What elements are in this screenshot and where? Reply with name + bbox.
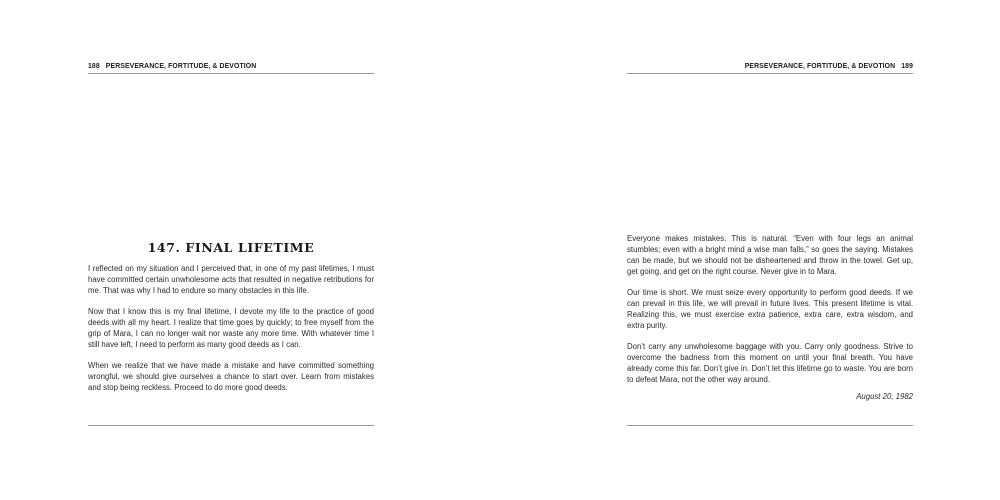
left-body-text [88,264,374,394]
right-page-number: 189 [901,63,913,70]
left-page-number: 188 [88,63,100,70]
right-paragraph-1: Everyone makes mistakes. This is natural. “Even with four legs an animal stumbles; even with a bright mind a wise man falls,” so goes the saying. Mistakes can be made, but we should not be disheartened and throw in the towel. Get up, get going, and get on the right course. Never give in to Mara. [627,234,913,276]
entry-date: August 20, 1982 [856,391,913,401]
right-header-rule [627,73,913,74]
right-running-head-title: PERSEVERANCE, FORTITUDE, & DEVOTION [744,63,896,70]
left-paragraph-1: I reflected on my situation and I perceived that, in one of my past lifetimes, I must have committed certain unwholesome acts that resulted in negative retributions for me. That was why I had to endure so many obstacles in this life. [88,264,374,295]
left-running-head [88,63,374,70]
left-page [88,0,374,500]
left-running-head-title: PERSEVERANCE, FORTITUDE, & DEVOTION [105,63,257,70]
right-body-text [627,234,913,403]
right-footer-rule [627,425,913,426]
right-page [627,0,913,500]
left-paragraph-3: When we realize that we have made a mistake and have committed something wrongful, we should give ourselves a chance to start over. Learn from mistakes and stop being reckless. Proceed to do more good deeds. [88,361,374,392]
chapter-title: 147. FINAL LIFETIME [147,240,315,255]
left-paragraph-2: Now that I know this is my final lifetime, I devote my life to the practice of good deeds with all my heart. I realize that time goes by quickly; to free myself from the grip of Mara, I can no longer wait nor waste any more time. With whatever time I still have left, I need to perform as many good deeds as I can. [88,307,374,349]
right-paragraph-3: Don’t carry any unwholesome baggage with you. Carry only goodness. Strive to overcome the badness from this moment on until your final breath. You have already come this far. Don’t give in. Don’t let this lifetime go to waste. You are born to defeat Mara, not the other way around. [627,342,913,384]
right-paragraph-2: Our time is short. We must seize every opportunity to perform good deeds. If we can prevail in this life, we will prevail in future lives. This present lifetime is vital. Realizing this, we must exercise extra patience, extra care, extra wisdom, and extra purity. [627,288,913,330]
left-header-rule [88,73,374,74]
right-running-head [627,63,913,70]
left-footer-rule [88,425,374,426]
